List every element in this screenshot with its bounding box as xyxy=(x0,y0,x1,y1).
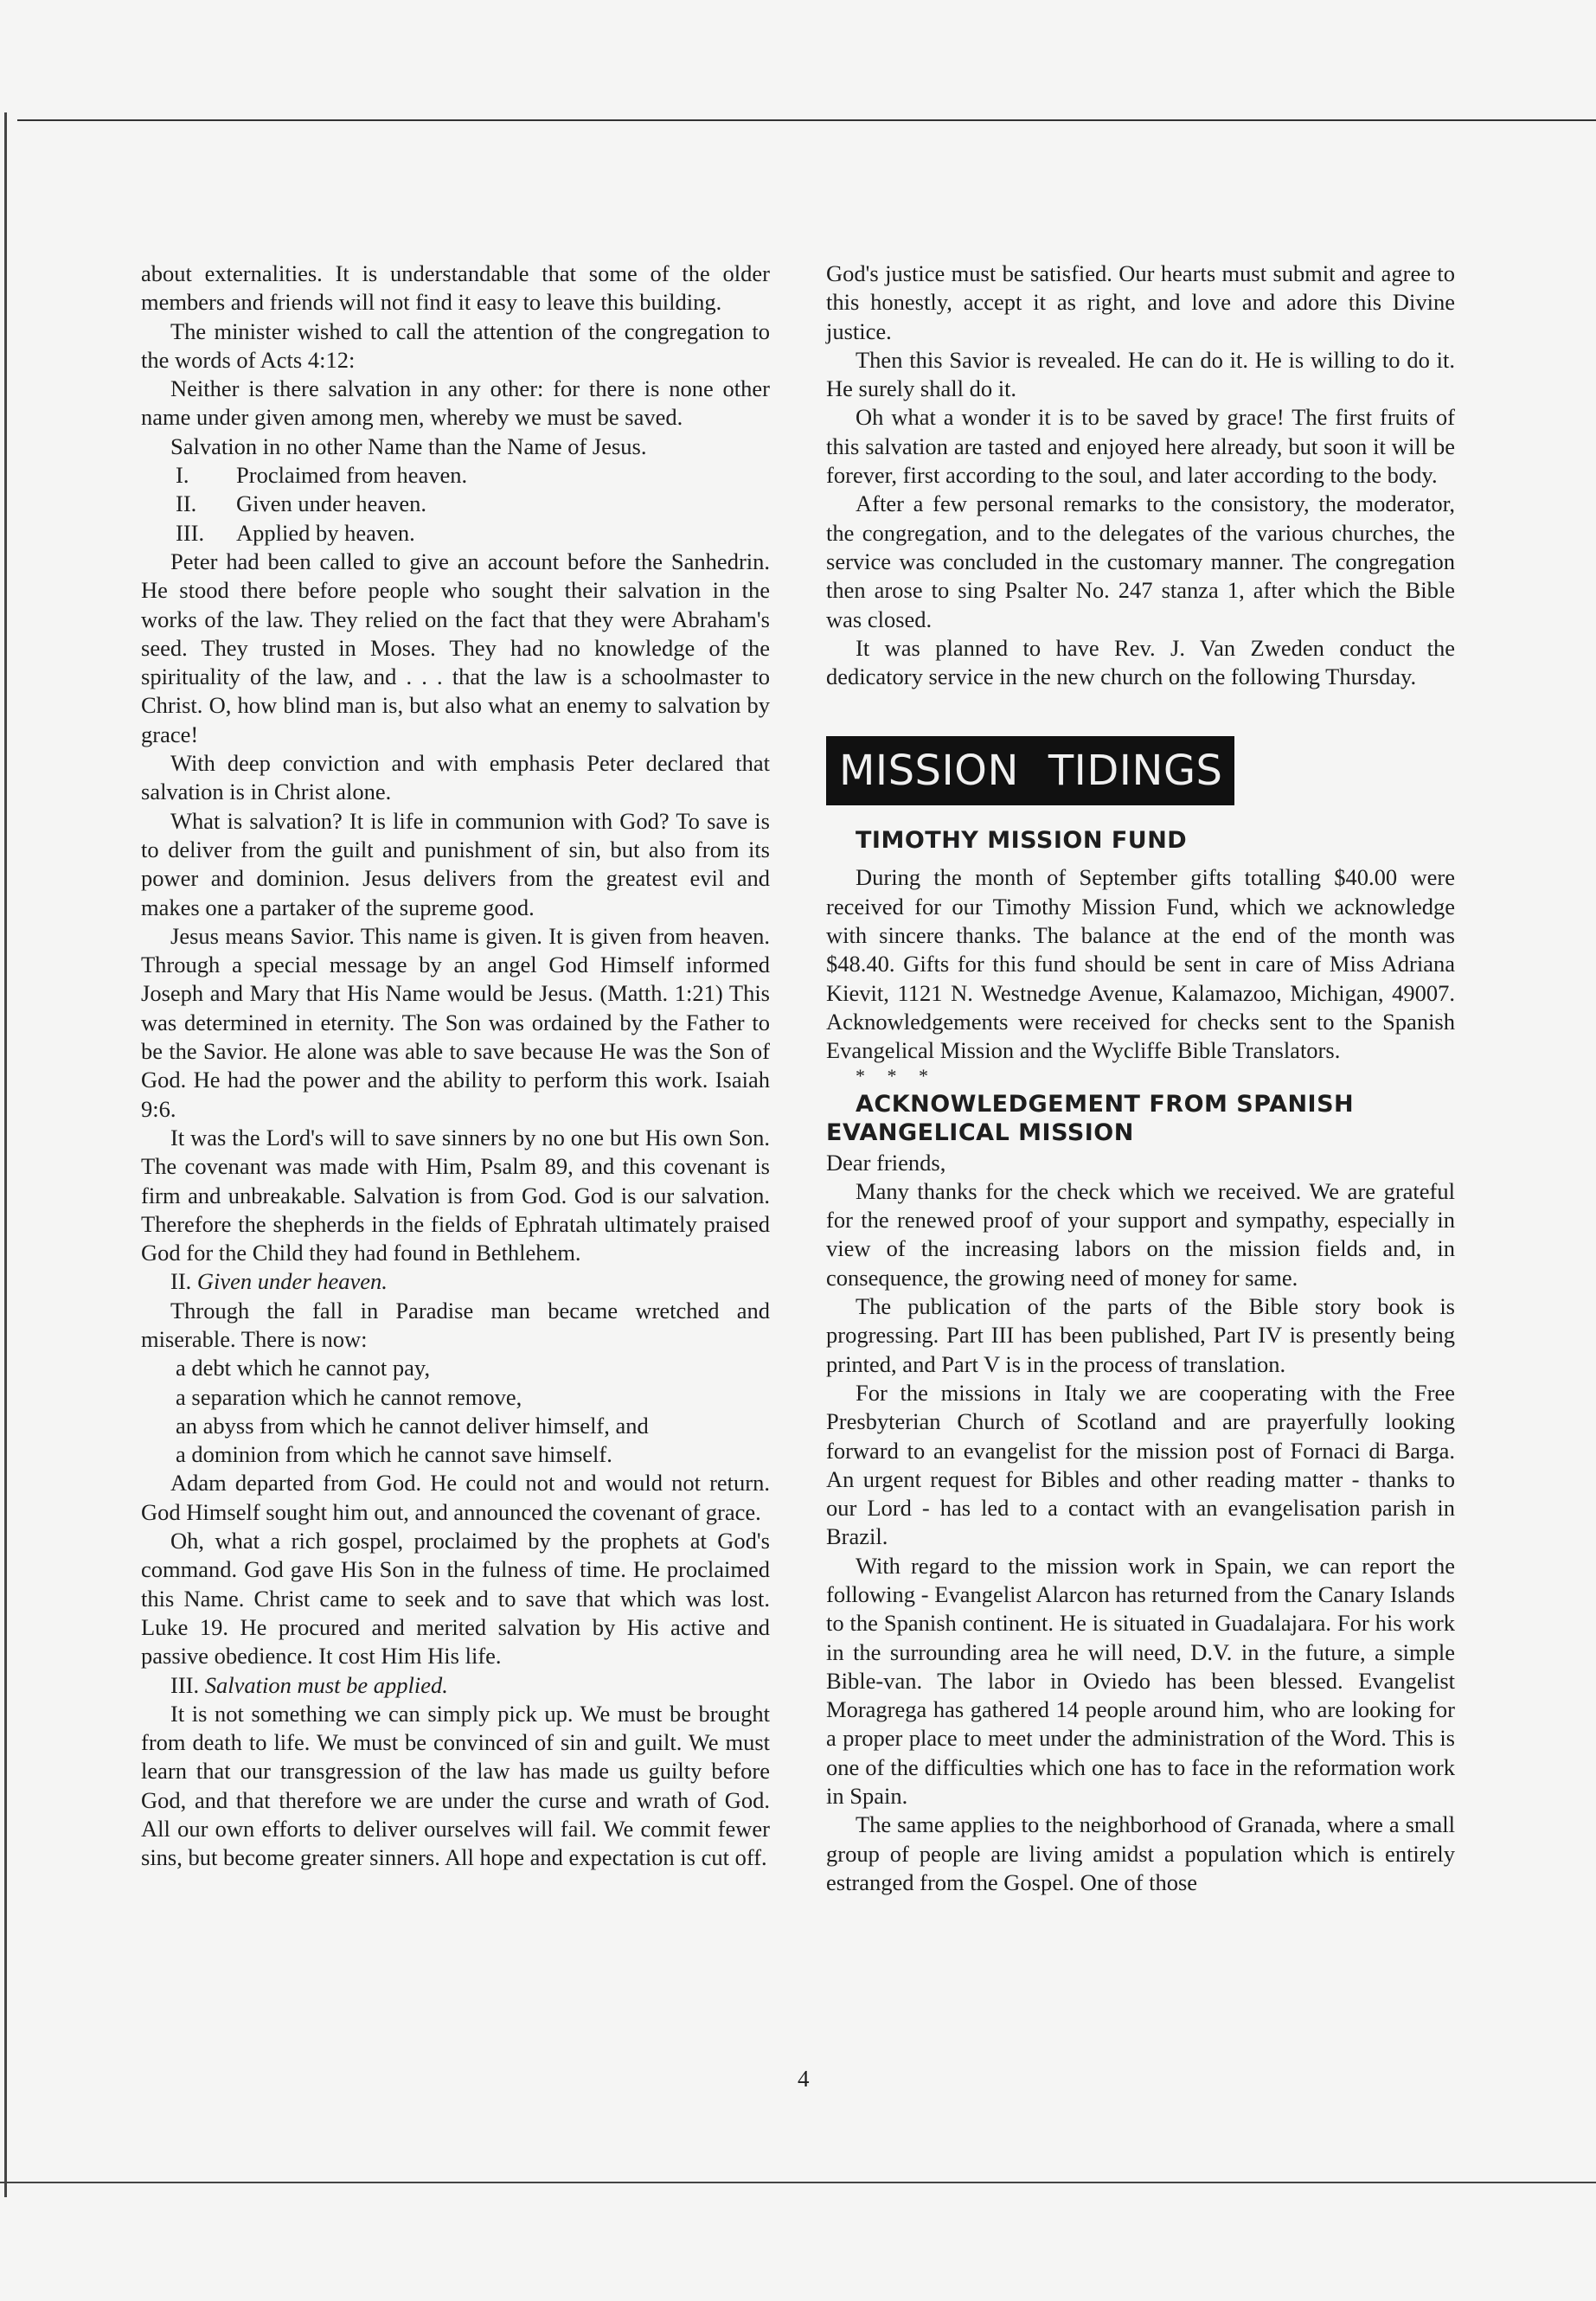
paragraph: Adam departed from God. He could not and would not return. God Himself sought him out, and announced the covenant of grace. xyxy=(141,1470,770,1525)
paragraph: Many thanks for the check which we received. We are grateful for the renewed proof of your support and sympathy, especially in view of the increasing labors on the mission fields and, in consequence, the growing need of money for same. xyxy=(826,1177,1455,1291)
salutation: Dear friends, xyxy=(826,1149,946,1176)
page-number: 4 xyxy=(798,2066,810,2092)
paragraph: The minister wished to call the attention of the congregation to the words of Acts 4:12: xyxy=(141,317,770,373)
paragraph: After a few personal remarks to the consistory, the moderator, the congregation, and to the delegates of the various churches, the service was concluded in the customary manner. The congregation then arose to sing Psalter No. 247 stanza 1, after which the Bible was closed. xyxy=(826,490,1455,632)
right-column xyxy=(826,260,1455,1897)
paragraph: Then this Savior is revealed. He can do it. He is willing to do it. He surely shall do it. xyxy=(826,346,1455,402)
outline-item: I. Proclaimed from heaven. xyxy=(176,462,468,489)
paragraph: Salvation in no other Name than the Name of Jesus. xyxy=(170,433,647,459)
list-item: an abyss from which he cannot deliver himself, and xyxy=(176,1412,649,1439)
list-item: a dominion from which he cannot save himself. xyxy=(176,1441,612,1468)
outline-item: II. Given under heaven. xyxy=(176,490,427,517)
paragraph: The publication of the parts of the Bible story book is progressing. Part III has been published, Part IV is presently being printed, and Part V is in the process of translation. xyxy=(826,1293,1455,1377)
acknowledgement-heading: ACKNOWLEDGEMENT FROM SPANISH EVANGELICAL MISSION xyxy=(826,1090,1355,1146)
section-divider-stars: * * * xyxy=(856,1064,937,1086)
timothy-fund-heading: TIMOTHY MISSION FUND xyxy=(856,827,1188,855)
left-margin-rule xyxy=(4,112,7,2197)
paragraph: Jesus means Savior. This name is given. It is given from heaven. Through a special message by an angel God Himself informed Joseph and Mary that His Name would be Jesus. (Matth. 1:21) This was determined in eternity. The Son was ordained by the Father to be the Savior. He alone was able to save because He was the Son of God. He had the power and the ability to perform this work. Isaiah 9:6. xyxy=(141,922,770,1122)
paragraph: The same applies to the neighborhood of Granada, where a small group of people are living amidst a population which is entirely estranged from the Gospel. One of those xyxy=(826,1811,1455,1895)
paragraph: about externalities. It is understandable that some of the older members and friends will not find it easy to leave this building. xyxy=(141,260,770,316)
section-heading: III. Salvation must be applied. xyxy=(170,1671,448,1698)
list-item: a debt which he cannot pay, xyxy=(176,1355,431,1381)
paragraph: It is not something we can simply pick up. We must be brought from death to life. We must be convinced of sin and guilt. We must learn that our transgression of the law has made us guilty before God, and that therefore we are under the curse and wrath of God. All our own efforts to deliver ourselves will fail. We commit fewer sins, but become greater sinners. All hope and expectation is cut off. xyxy=(141,1700,770,1871)
paragraph: With regard to the mission work in Spain, we can report the following - Evangelist Alarcon has returned from the Canary Islands to the Spanish continent. He is situated in Guadalajara. For his work in the surrounding area he will need, D.V. in the future, a simple Bible-van. The labor in Oviedo has been blessed. Evangelist Moragrega has gathered 14 people around him, who are looking for a proper place to meet under the administration of the Word. This is one of the difficulties which one has to face in the reformation work in Spain. xyxy=(826,1552,1455,1810)
top-rule xyxy=(17,119,1596,121)
paragraph: During the month of September gifts totalling $40.00 were received for our Timothy Mission Fund, which we acknowledge with sincere thanks. The balance at the end of the month was $48.40. Gifts for this fund should be sent in care of Miss Adriana Kievit, 1121 N. Westnedge Avenue, Kalamazoo, Michigan, 49007. Acknowledgements were received for checks sent to the Spanish Evangelical Mission and the Wycliffe Bible Translators. xyxy=(826,864,1455,1064)
bottom-rule xyxy=(0,2182,1596,2183)
paragraph: It was the Lord's will to save sinners by no one but His own Son. The covenant was made with Him, Psalm 89, and this covenant is firm and unbreakable. Salvation is from God. God is our salvation. Therefore the shepherds in the fields of Ephratah ultimately praised God for the Child they had found in Bethlehem. xyxy=(141,1124,770,1266)
paragraph: Oh, what a rich gospel, proclaimed by the prophets at God's command. God gave His Son in the fulness of time. He proclaimed this Name. Christ came to seek and to save that which was lost. Luke 19. He procured and merited salvation by His active and passive obedience. It cost Him His life. xyxy=(141,1528,770,1670)
section-heading: II. Given under heaven. xyxy=(170,1268,388,1295)
paragraph: Oh what a wonder it is to be saved by grace! The first fruits of this salvation are tasted and enjoyed here already, but soon it will be forever, first according to the soul, and later according to the body. xyxy=(826,404,1455,489)
list-item: a separation which he cannot remove, xyxy=(176,1383,522,1410)
paragraph: What is salvation? It is life in communion with God? To save is to deliver from the guilt and punishment of sin, but also from its power and dominion. Jesus delivers from the greatest evil and makes one a partaker of the supreme good. xyxy=(141,807,770,920)
paragraph: Through the fall in Paradise man became wretched and miserable. There is now: xyxy=(141,1297,770,1352)
paragraph: God's justice must be satisfied. Our hearts must submit and agree to this honestly, accept it as right, and love and adore this Divine justice. xyxy=(826,260,1455,344)
paragraph: Peter had been called to give an account before the Sanhedrin. He stood there before people who sought their salvation in the works of the law. They relied on the fact that they were Abraham's seed. They trusted in Moses. They had no knowledge of the spirituality of the law, and . . . that the law is a schoolmaster to Christ. O, how blind man is, but also what an enemy to salvation by grace! xyxy=(141,548,770,747)
paragraph: With deep conviction and with emphasis Peter declared that salvation is in Christ alone. xyxy=(141,750,770,805)
paragraph: For the missions in Italy we are cooperating with the Free Presbyterian Church of Scotland and are prayerfully looking forward to an evangelist for the mission post of Fornaci di Barga. An urgent request for Bibles and other reading matter - thanks to our Lord - has led to a contact with an evangelisation parish in Brazil. xyxy=(826,1379,1455,1550)
scripture-quote: Neither is there salvation in any other: for there is none other name under given among men, whereby we must be saved. xyxy=(141,375,770,431)
left-column xyxy=(141,260,770,1873)
outline-item: III. Applied by heaven. xyxy=(176,519,415,546)
mission-tidings-banner-wrap xyxy=(826,736,1455,807)
mission-tidings-banner: MISSION TIDINGS xyxy=(826,736,1234,805)
paragraph: It was planned to have Rev. J. Van Zweden conduct the dedicatory service in the new church on the following Thursday. xyxy=(826,634,1455,690)
